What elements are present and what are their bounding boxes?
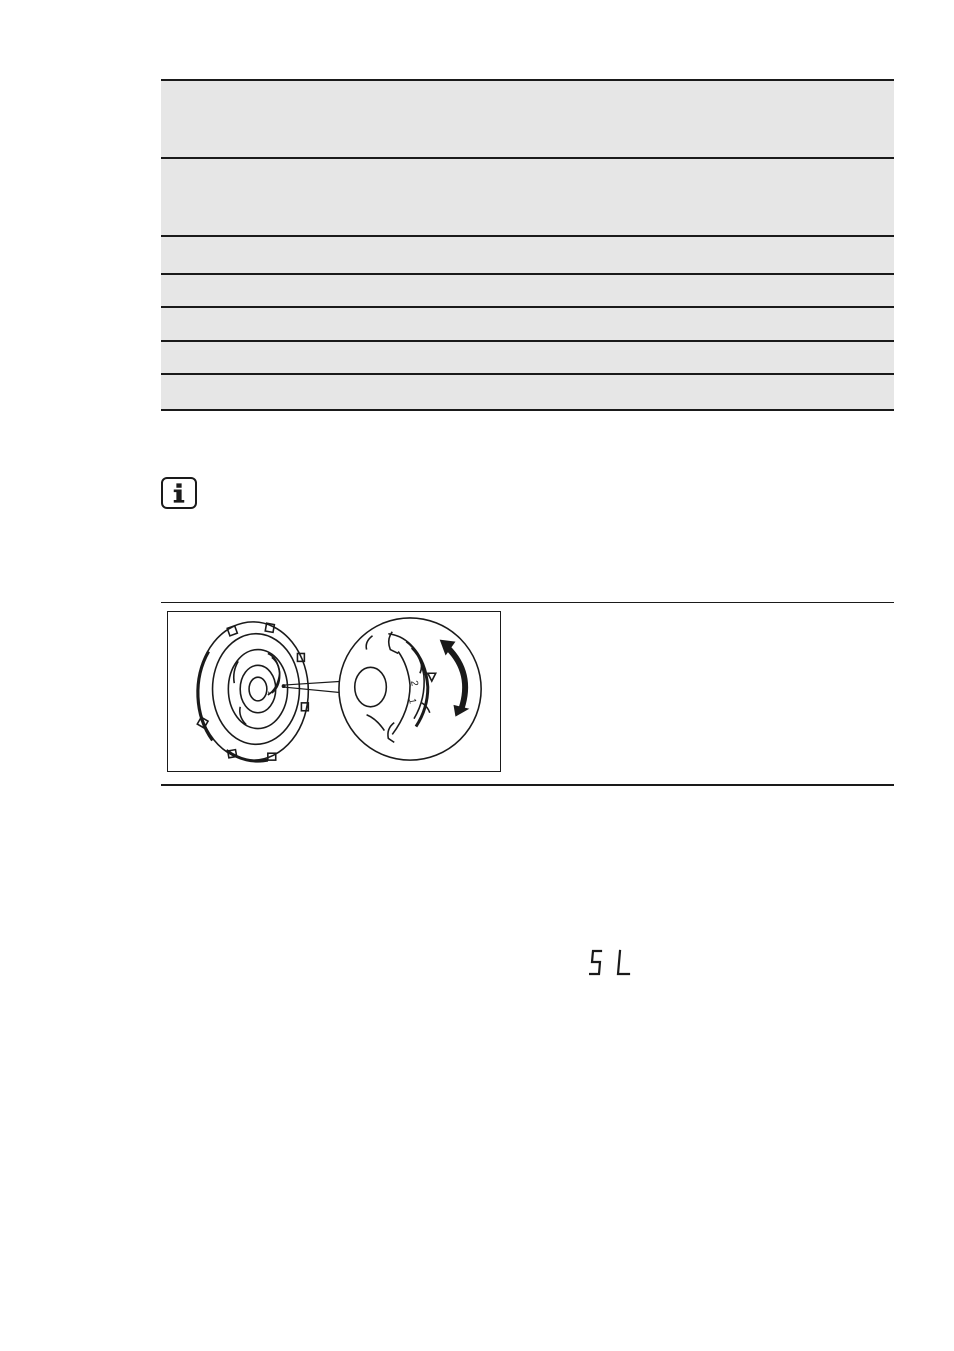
table-cell	[577, 342, 894, 373]
table-cell	[577, 375, 894, 410]
dial-mark-small: 1	[265, 690, 274, 696]
table-row	[161, 157, 894, 235]
info-icon	[161, 477, 197, 509]
dial-mark-1: 1	[406, 697, 418, 705]
table-cell	[161, 375, 577, 410]
figure-bottom-rule	[161, 784, 894, 786]
settings-table	[161, 79, 894, 410]
dial-mark-2: 2	[408, 679, 420, 688]
table-row	[161, 306, 894, 340]
table-cell	[161, 275, 577, 306]
table-cell	[577, 237, 894, 273]
table-cell	[577, 275, 894, 306]
table-cell	[161, 159, 577, 235]
table-row	[161, 235, 894, 273]
display-segment-code	[589, 948, 633, 978]
table-row	[161, 79, 894, 157]
table-cell	[161, 81, 577, 157]
table-cell	[577, 308, 894, 340]
table-cell	[577, 81, 894, 157]
table-cell	[161, 342, 577, 373]
table-row	[161, 273, 894, 306]
table-cell	[161, 237, 577, 273]
table-row	[161, 340, 894, 373]
table-cell	[577, 159, 894, 235]
figure-top-rule	[161, 602, 894, 603]
table-bottom-rule	[161, 409, 894, 411]
table-row	[161, 373, 894, 410]
segment-display-sl	[589, 948, 633, 978]
water-softener-dial-figure	[167, 611, 501, 772]
table-cell	[161, 308, 577, 340]
